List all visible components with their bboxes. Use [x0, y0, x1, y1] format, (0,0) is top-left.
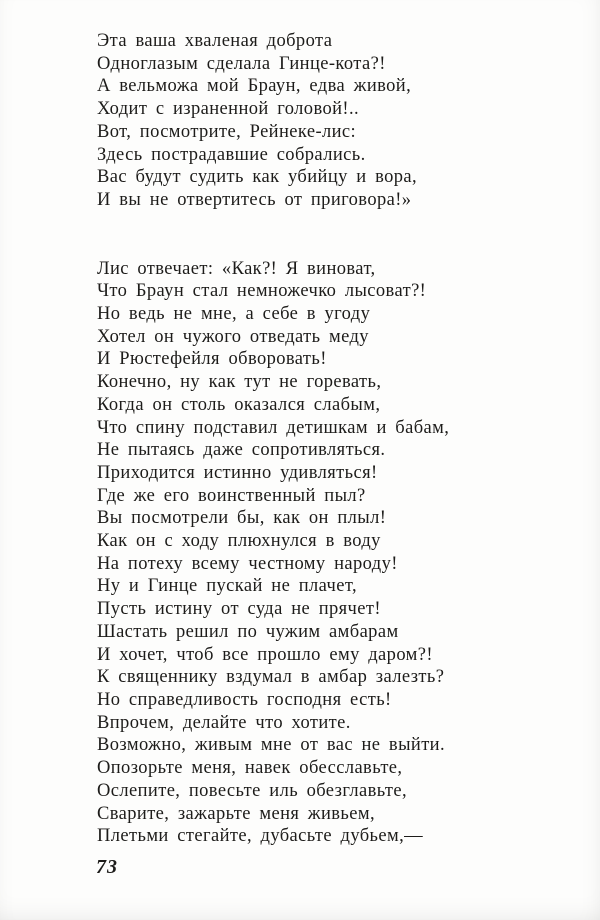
- poem-line: Ослепите, повесьте иль обезглавьте,: [97, 780, 408, 801]
- poem-line: Что спину подставил детишкам и бабам,: [97, 417, 450, 438]
- poem-line: Как он с ходу плюхнулся в воду: [97, 531, 381, 552]
- poem-line: Что Браун стал немножечко лысоват?!: [97, 281, 427, 302]
- page-number: 73: [96, 856, 118, 878]
- poem-line: Где же его воинственный пыл?: [97, 485, 366, 506]
- poem-text: [97, 30, 449, 848]
- poem-line: И Рюстефейля обворовать!: [97, 349, 327, 370]
- poem-line: Ну и Гинце пускай не плачет,: [97, 576, 357, 597]
- poem-line: Одноглазым сделала Гинце-кота?!: [97, 53, 386, 74]
- poem-line: А вельможа мой Браун, едва живой,: [97, 76, 412, 97]
- poem-line: И хочет, чтоб все прошло ему даром?!: [97, 644, 433, 665]
- poem-line: Опозорьте меня, навек обесславьте,: [97, 758, 403, 779]
- poem-line: Вы посмотрели бы, как он плыл!: [97, 508, 387, 529]
- poem-line: Эта ваша хваленая доброта: [97, 31, 333, 51]
- poem-line: Пусть истину от суда не прячет!: [97, 599, 381, 620]
- poem-line: Хотел он чужого отведать меду: [97, 326, 369, 347]
- poem-line: Приходится истинно удивляться!: [97, 462, 378, 483]
- poem-line: К священнику вздумал в амбар залезть?: [97, 667, 445, 688]
- poem-line: Но ведь не мне, а себе в угоду: [97, 304, 371, 325]
- poem-line: Возможно, живым мне от вас не выйти.: [97, 735, 446, 756]
- stanza-2: [97, 258, 449, 848]
- poem-line: Сварите, зажарьте меня живьем,: [97, 803, 376, 824]
- poem-line: Плетьми стегайте, дубасьте дубьем,—: [97, 826, 424, 847]
- poem-line: Шастать решил по чужим амбарам: [97, 621, 399, 642]
- poem-line: Но справедливость господня есть!: [97, 689, 392, 710]
- poem-line: Конечно, ну как тут не горевать,: [97, 372, 382, 393]
- poem-line: Вас будут судить как убийцу и вора,: [97, 167, 418, 188]
- stanza-1: [97, 30, 449, 212]
- poem-line: И вы не отвертитесь от приговора!»: [97, 189, 412, 210]
- poem-line: Не пытаясь даже сопротивляться.: [97, 440, 386, 461]
- poem-line: Когда он столь оказался слабым,: [97, 394, 381, 415]
- poem-line: Ходит с израненной головой!..: [97, 99, 360, 120]
- poem-line: Здесь пострадавшие собрались.: [97, 144, 366, 165]
- poem-line: Впрочем, делайте что хотите.: [97, 712, 351, 733]
- poem-line: Вот, посмотрите, Рейнеке-лис:: [97, 121, 357, 142]
- poem-line: На потеху всему честному народу!: [97, 553, 398, 574]
- poem-line: Лис отвечает: «Как?! Я виноват,: [97, 258, 376, 279]
